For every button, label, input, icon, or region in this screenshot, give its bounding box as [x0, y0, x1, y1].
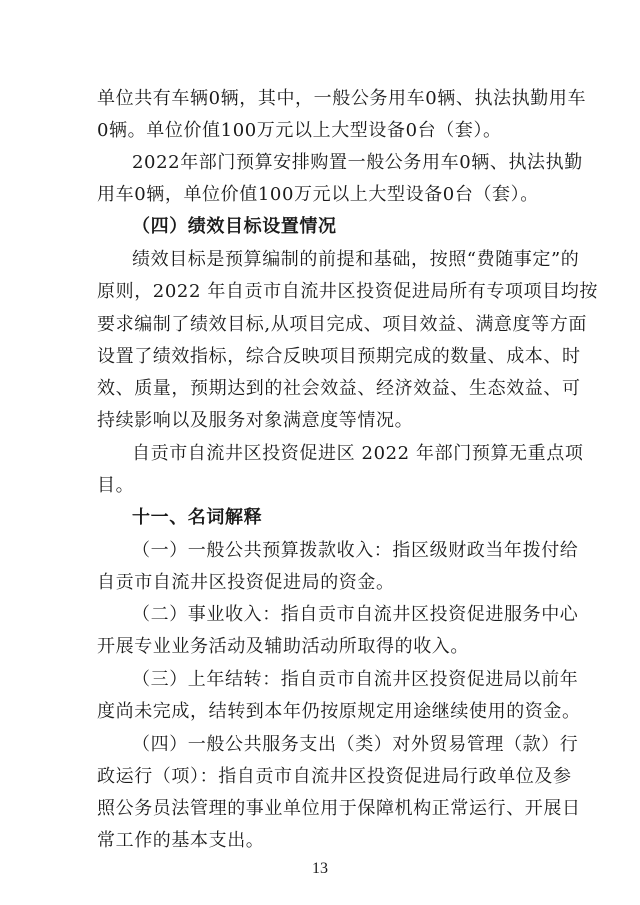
text-line: 目。 [97, 475, 135, 496]
text-line: 用车0辆，单位价值100万元以上大型设备0台（套）。 [97, 184, 539, 205]
text-line: 要求编制了绩效目标,从项目完成、项目效益、满意度等方面 [97, 314, 587, 335]
text-line: 效、质量，预期达到的社会效益、经济效益、生态效益、可 [97, 378, 581, 399]
section-heading: 十一、名词解释 [132, 507, 263, 528]
text-line: 原则，2022 年自贡市自流井区投资促进局所有专项项目均按 [97, 281, 598, 302]
text-line: （一）一般公共预算拨款收入：指区级财政当年拨付给 [132, 540, 579, 561]
text-line: 绩效目标是预算编制的前提和基础，按照“费随事定”的 [132, 249, 580, 270]
text-line: 常工作的基本支出。 [97, 830, 265, 851]
text-line: （二）事业收入：指自贡市自流井区投资促进服务中心 [132, 604, 579, 625]
text-line: 单位共有车辆0辆，其中，一般公务用车0辆、执法执勤用车 [97, 88, 587, 109]
text-line: 政运行（项）：指自贡市自流井区投资促进局行政单位及参 [97, 766, 572, 787]
section-heading: （四）绩效目标设置情况 [132, 216, 337, 237]
text-line: 持续影响以及服务对象满意度等情况。 [97, 410, 414, 431]
text-line: 自贡市自流井区投资促进局的资金。 [97, 572, 395, 593]
text-line: 自贡市自流井区投资促进区 2022 年部门预算无重点项 [132, 443, 584, 464]
page-number: 13 [312, 860, 328, 877]
text-line: 设置了绩效指标，综合反映项目预期完成的数量、成本、时 [97, 346, 581, 367]
text-line: 度尚未完成，结转到本年仍按原规定用途继续使用的资金。 [97, 701, 581, 722]
text-line: （三）上年结转：指自贡市自流井区投资促进局以前年 [132, 669, 579, 690]
text-line: 开展专业业务活动及辅助活动所取得的收入。 [97, 636, 469, 657]
text-line: 照公务员法管理的事业单位用于保障机构正常运行、开展日 [97, 798, 581, 819]
text-line: 0辆。单位价值100万元以上大型设备0台（套）。 [97, 120, 502, 141]
text-line: 2022年部门预算安排购置一般公务用车0辆、执法执勤 [132, 152, 583, 173]
text-line: （四）一般公共服务支出（类）对外贸易管理（款）行 [132, 734, 579, 755]
